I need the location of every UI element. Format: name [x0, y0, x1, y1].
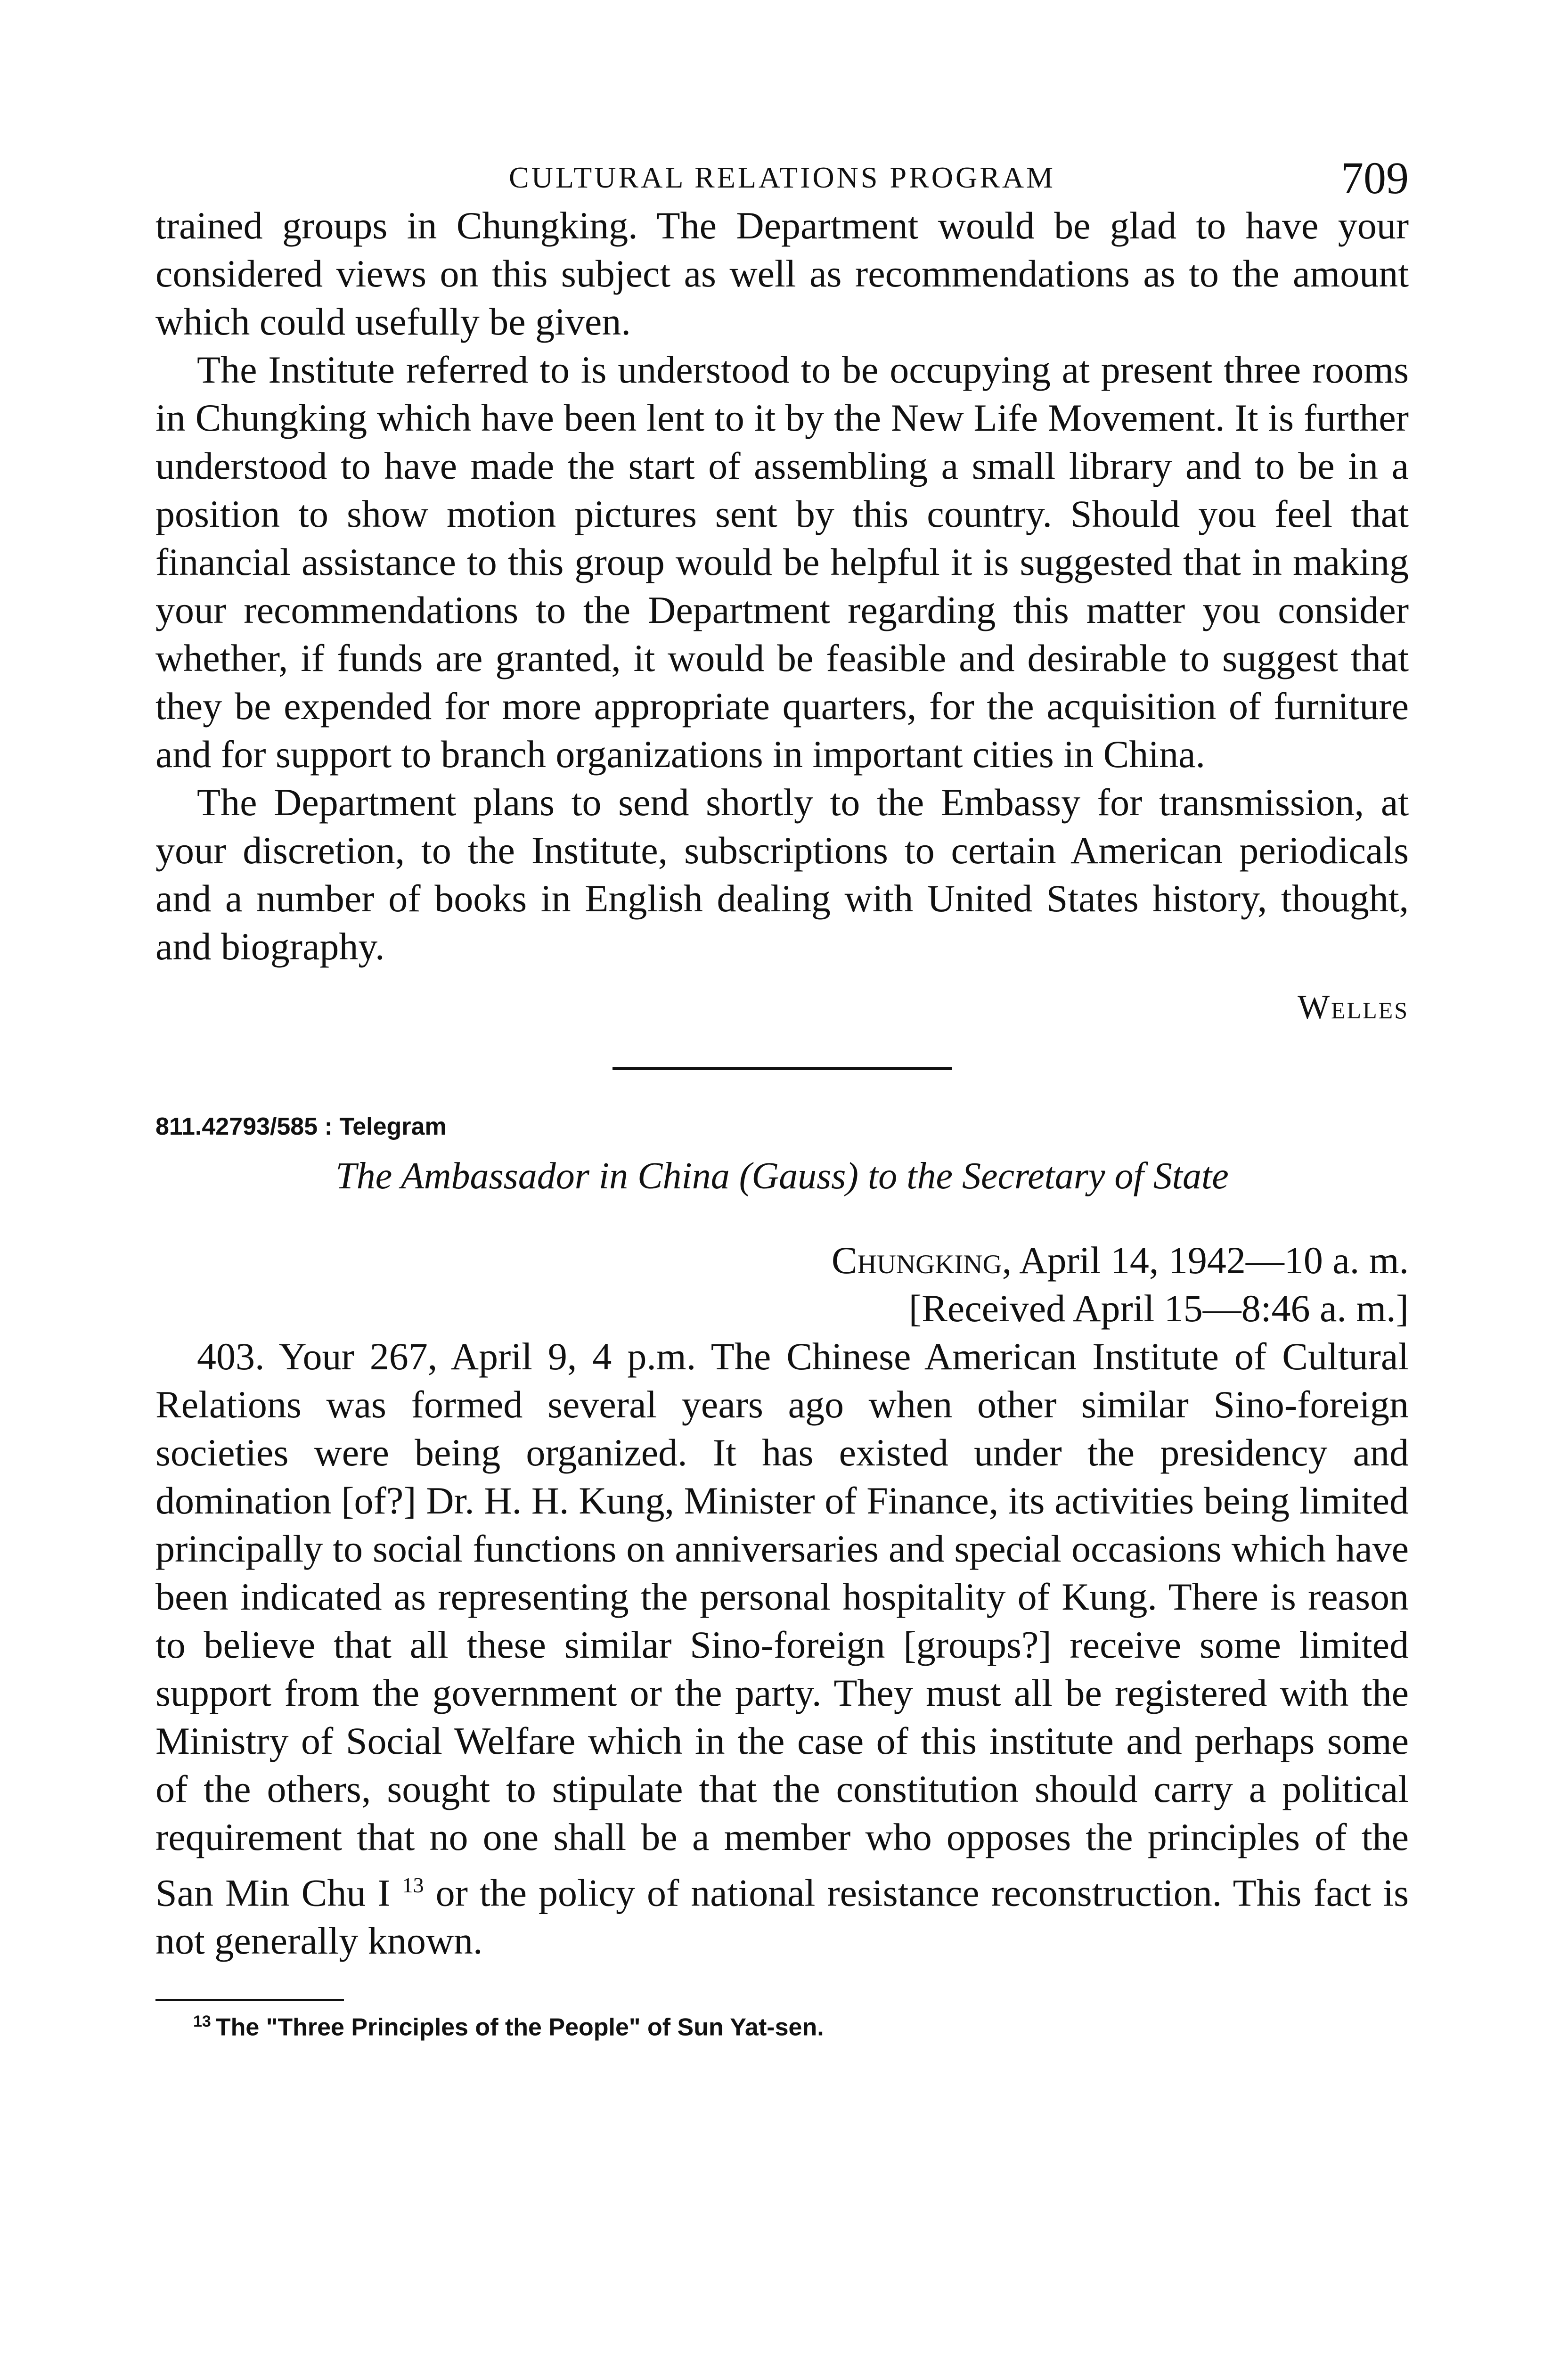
dateline — [155, 1236, 1409, 1333]
dateline-sent — [155, 1236, 1409, 1284]
signature: Welles — [1298, 988, 1409, 1026]
telegram-body-text-end: or the policy of national resistance reconstruction. This fact is not generally known. — [155, 1871, 1409, 1963]
body-paragraph: The Department plans to send shortly to the Embassy for transmission, at your discretion, to the Institute, subscriptions to certain American periodicals and a number of books in English dealing with United States history, thought, and biography. — [155, 781, 1409, 968]
running-head — [155, 141, 1409, 203]
body-paragraph: trained groups in Chungking. The Department would be glad to have your considered views on this subject as well as recommendations as to the amount which could usefully be given. — [155, 204, 1409, 343]
body-paragraph: The Institute referred to is understood to be occupying at present three rooms in Chungking which have been lent to it by the New Life Movement. It is further understood to have made the start of assembling a small library and to be in a position to show motion pictures sent by this country. Should you feel that financial assistance to this group would be helpful it is suggested that in making your recommendations to the Department regarding this matter you consider whether, if funds are granted, it would be feasible and desirable to suggest that they be expended for more appropriate quarters, for the acquisition of furniture and for support to branch organizations in important cities in China. — [155, 348, 1409, 776]
footnote-divider — [155, 1999, 344, 2001]
footnote-text: The "Three Principles of the People" of Sun Yat-sen. — [215, 2013, 824, 2041]
section-divider — [612, 1067, 952, 1070]
telegram-body-text: 403. Your 267, April 9, 4 p.m. The Chinese American Institute of Cultural Relations was formed several years ago when other similar Sino-foreign societies were being organized. It has existed under the presidency and domination [of?] Dr. H. H. Kung, Minister of Finance, its activities being limited principally to social functions on anniversaries and special occasions which have been indicated as representing the personal hospitality of Kung. There is reason to believe that all these similar Sino-foreign [groups?] receive some limited support from the government or the party. They must all be registered with the Ministry of Social Welfare which in the case of this institute and perhaps some of the others, sought to stipulate that the constitution should carry a political requirement that no one shall be a member who opposes the principles of the San Min Chu I — [155, 1335, 1409, 1914]
page-number: 709 — [1341, 153, 1409, 203]
dateline-received: [Received April 15—8:46 a. m.] — [908, 1287, 1409, 1330]
document-page — [155, 141, 1409, 2042]
footnote-reference: 13 — [402, 1873, 424, 1897]
footnote — [193, 2012, 1409, 2041]
running-title: CULTURAL RELATIONS PROGRAM — [508, 161, 1056, 194]
dateline-date: April 14, 1942—10 a. m. — [1012, 1239, 1409, 1282]
dateline-place: Chungking, — [831, 1239, 1012, 1282]
document-title: The Ambassador in China (Gauss) to the Secretary of State — [335, 1155, 1229, 1197]
file-reference: 811.42793/585 : Telegram — [155, 1113, 447, 1140]
telegram-body — [155, 1333, 1409, 1965]
footnote-mark: 13 — [193, 2012, 211, 2031]
